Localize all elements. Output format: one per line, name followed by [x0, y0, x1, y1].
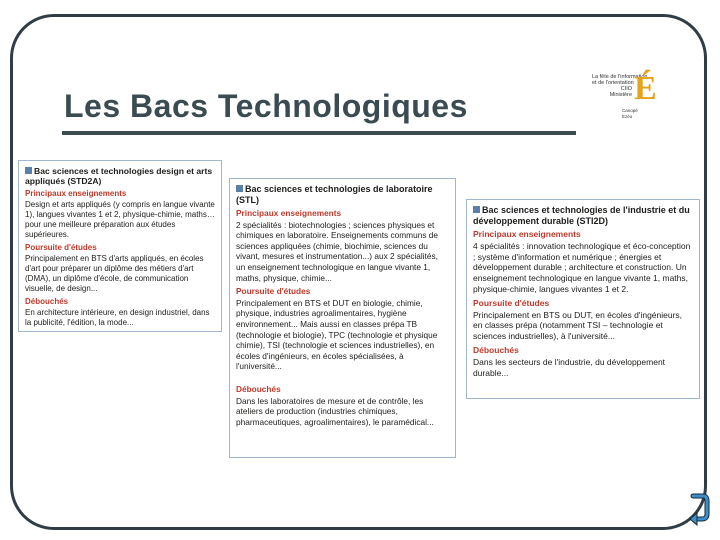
- section-text: En architecture intérieure, en design industriel, dans la publicité, l'édition, la mode...: [25, 308, 210, 327]
- section-title: Principaux enseignements: [236, 208, 342, 218]
- page-title: Les Bacs Technologiques: [64, 88, 468, 124]
- section-title: Poursuite d'études: [236, 286, 311, 297]
- logo-mark: É: [634, 70, 657, 107]
- bac-stl-card: [229, 178, 456, 458]
- logo-subtext: Canopé Ezéo: [622, 108, 638, 119]
- logo-text: La fête de l'information et de l'orientation CIIO Ministère: [592, 74, 648, 98]
- card-heading: Bac sciences et technologies design et arts appliqués (STD2A): [25, 166, 213, 186]
- section-title: Débouchés: [473, 344, 519, 355]
- section-text: 4 spécialités : innovation technologique et éco-conception ; système d'information et numérique ; énergies et développement durable ; architecture et construction. Un enseignement technologique en langue vivante 1, maths, physique-chimie, langues vivantes 1 et 2.: [473, 240, 691, 294]
- bullet-icon: [236, 185, 243, 192]
- bac-std2a-card: [18, 160, 222, 332]
- section-text: Principalement en BTS et DUT en biologie, chimie, physique, industries agroalimentaires, hygiène environnement... Mais aussi en classes prépa TB (technologie et biologie), TPC (technologie et physique chimie), TSI (technologie et sciences industrielles), en écoles d'ingénieurs, en écoles spécialisées, à l'université...: [236, 297, 438, 372]
- section-title: Débouchés: [25, 297, 69, 306]
- section-title: Poursuite d'études: [473, 297, 550, 308]
- card-heading: Bac sciences et technologies de laboratoire (STL): [236, 184, 433, 205]
- section-text: 2 spécialités : biotechnologies ; sciences physiques et chimiques en laboratoire. Enseignements communs de sciences appliquées (chimie, biochimie, sciences du vivant, mesures et instrumentation...) aux 2 spécialités, un enseignement technologique en langue vivante 1, maths, physique, chimie...: [236, 219, 438, 283]
- section-text: Design et arts appliqués (y compris en langue vivante 1), langues vivantes 1 et 2, physique-chimie, maths… pour une meilleure préparation aux études supérieures.: [25, 200, 215, 239]
- bullet-icon: [473, 206, 480, 213]
- section-title: Débouchés: [236, 383, 281, 394]
- section-text: Dans les secteurs de l'industrie, du développement durable...: [473, 356, 666, 378]
- section-title: Poursuite d'études: [25, 243, 97, 252]
- section-text: Principalement en BTS ou DUT, en écoles d'ingénieurs, en classes prépa (notamment TSI – technologie et sciences industrielles), à l'université...: [473, 309, 683, 342]
- bac-sti2d-card: [466, 199, 700, 399]
- section-text: Principalement en BTS d'arts appliqués, en écoles d'art pour préparer un diplôme des métiers d'art (DMA), un diplôme d'école, de communication visuelle, de design...: [25, 254, 204, 293]
- bullet-icon: [25, 167, 32, 174]
- return-arrow-icon[interactable]: [687, 492, 711, 528]
- section-title: Principaux enseignements: [473, 229, 581, 239]
- section-text: Dans les laboratoires de mesure et de contrôle, les ateliers de production (industries chimiques, pharmaceutiques, agroalimentaires), le paramédical...: [236, 395, 434, 427]
- card-heading: Bac sciences et technologies de l'industrie et du développement durable (STI2D): [473, 205, 690, 226]
- onisep-logo: [592, 70, 664, 124]
- title-underline: [62, 131, 576, 135]
- section-title: Principaux enseignements: [25, 189, 127, 198]
